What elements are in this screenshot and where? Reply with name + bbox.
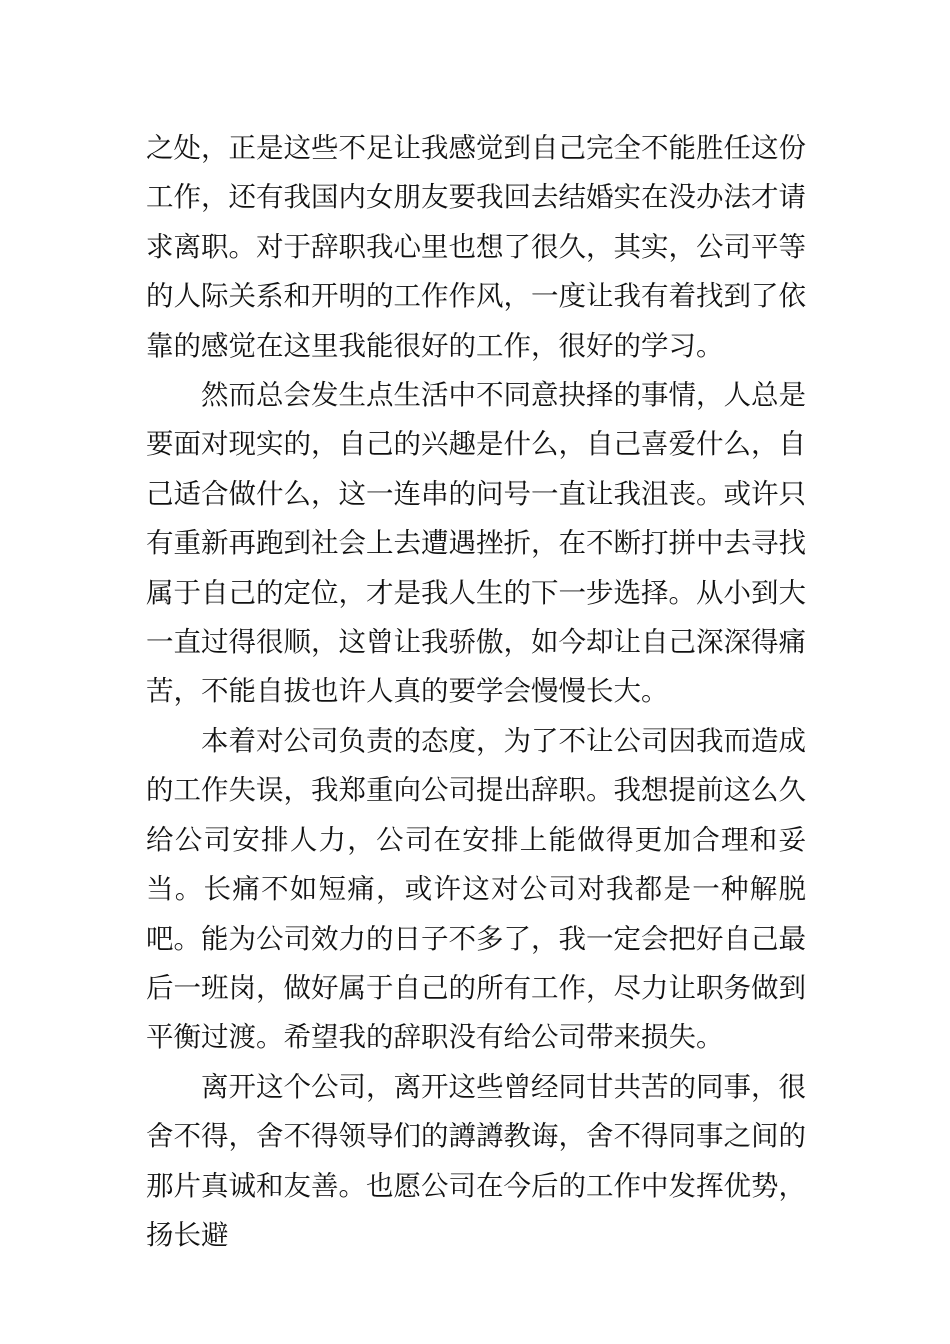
paragraph: 本着对公司负责的态度，为了不让公司因我而造成的工作失误，我郑重向公司提出辞职。我想提前这么久给公司安排人力，公司在安排上能做得更加合理和妥当。长痛不如短痛，或许这对公司对我都是一种解脱吧。能为公司效力的日子不多了，我一定会把好自己最后一班岗，做好属于自己的所有工作，尽力让职务做到平衡过渡。希望我的辞职没有给公司带来损失。	[146, 724, 806, 1054]
paragraph: 然而总会发生点生活中不同意抉择的事情，人总是要面对现实的，自己的兴趣是什么，自己喜爱什么，自己适合做什么，这一连串的问号一直让我沮丧。或许只有重新再跑到社会上去遭遇挫折，在不断打拼中去寻找属于自己的定位，才是我人生的下一步选择。从小到大一直过得很顺，这曾让我骄傲，如今却让自己深深得痛苦，不能自拔也许人真的要学会慢慢长大。	[146, 379, 806, 708]
paragraph-continuation: 之处，正是这些不足让我感觉到自己完全不能胜任这份工作，还有我国内女朋友要我回去结婚实在没办法才请求离职。对于辞职我心里也想了很久，其实，公司平等的人际关系和开明的工作作风，一度让我有着找到了依靠的感觉在这里我能很好的工作，很好的学习。	[146, 132, 806, 362]
document-body	[146, 124, 806, 1260]
paragraph: 离开这个公司，离开这些曾经同甘共苦的同事，很舍不得，舍不得领导们的譐譐教诲，舍不得同事之间的那片真诚和友善。也愿公司在今后的工作中发挥优势，扬长避	[146, 1070, 806, 1251]
